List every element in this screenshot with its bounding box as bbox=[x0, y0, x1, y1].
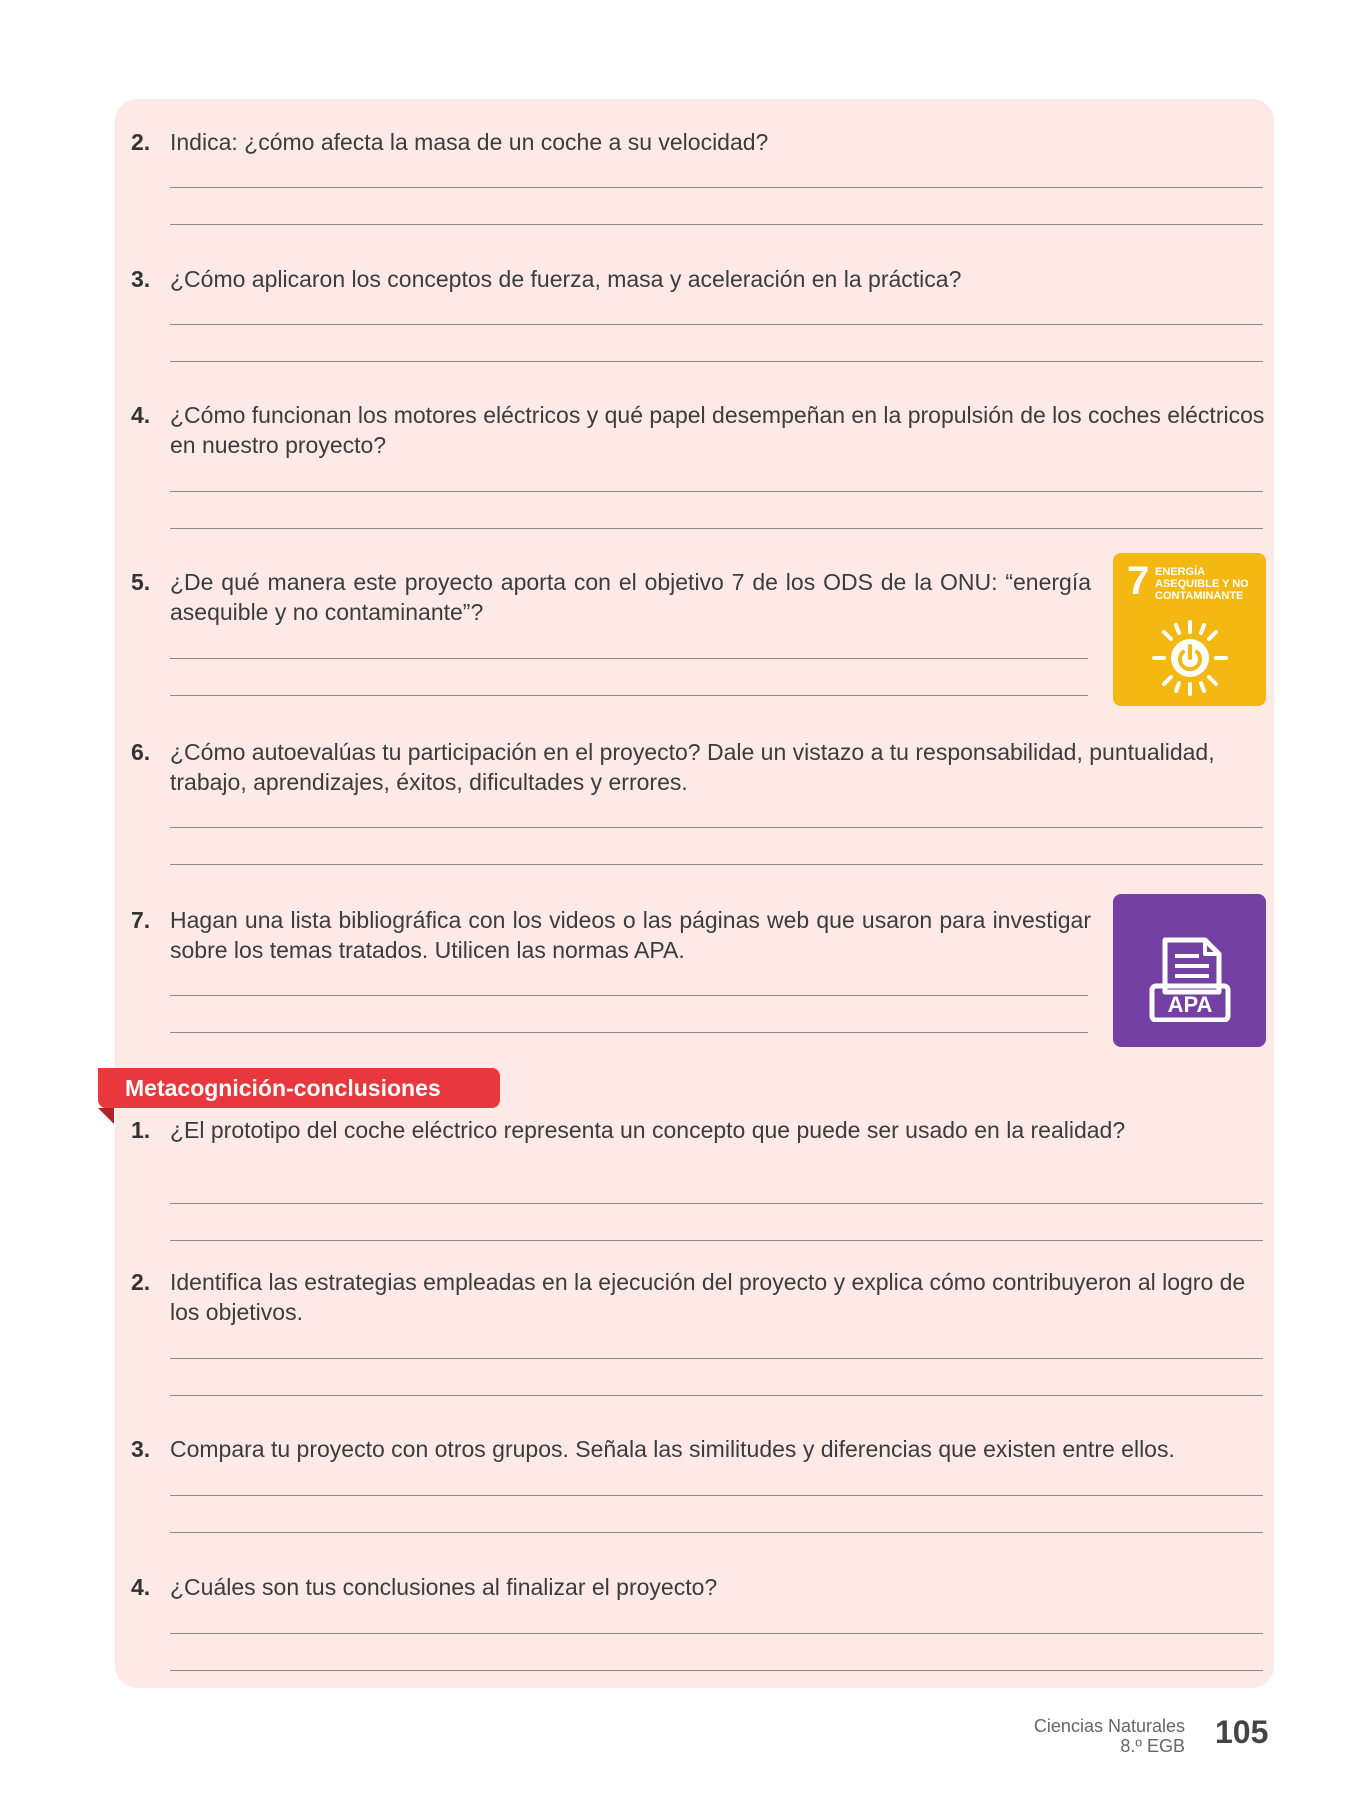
footer-subject: Ciencias Naturales bbox=[1033, 1716, 1185, 1736]
answer-line[interactable] bbox=[170, 658, 1088, 659]
page-footer bbox=[1034, 1716, 1185, 1756]
sun-power-icon bbox=[1150, 618, 1230, 698]
question-text: Compara tu proyecto con otros grupos. Señala las similitudes y diferencias que existen entre ellos. bbox=[170, 1436, 1175, 1462]
question-number: 6. bbox=[131, 739, 151, 765]
apa-label: APA bbox=[1167, 992, 1213, 1017]
conclusion-question-1 bbox=[131, 1115, 1266, 1145]
answer-line[interactable] bbox=[170, 1032, 1088, 1033]
question-5 bbox=[131, 567, 1091, 627]
question-text: ¿Cuáles son tus conclusiones al finalizar el proyecto? bbox=[170, 1574, 718, 1600]
sdg-title: ENERGÍA ASEQUIBLE Y NO CONTAMINANTE bbox=[1155, 566, 1249, 602]
answer-line[interactable] bbox=[170, 1203, 1263, 1204]
question-text: Hagan una lista bibliográfica con los videos o las páginas web que usaron para investigar sobre los temas tratados. Utilicen las normas APA. bbox=[170, 907, 1091, 963]
question-text: ¿Cómo aplicaron los conceptos de fuerza, masa y aceleración en la práctica? bbox=[170, 266, 962, 292]
answer-line[interactable] bbox=[170, 324, 1263, 325]
answer-line[interactable] bbox=[170, 864, 1263, 865]
question-number: 4. bbox=[131, 1574, 151, 1600]
answer-line[interactable] bbox=[170, 827, 1263, 828]
answer-line[interactable] bbox=[170, 187, 1263, 188]
question-3 bbox=[131, 264, 1266, 294]
question-text: ¿Cómo funcionan los motores eléctricos y qué papel desempeñan en la propulsión de los coches eléctricos en nuestro proyecto? bbox=[170, 402, 1265, 458]
answer-line[interactable] bbox=[170, 528, 1263, 529]
question-2 bbox=[131, 127, 1266, 157]
question-text: Identifica las estrategias empleadas en la ejecución del proyecto y explica cómo contribuyeron al logro de los objetivos. bbox=[170, 1269, 1246, 1325]
question-number: 1. bbox=[131, 1117, 151, 1143]
answer-line[interactable] bbox=[170, 995, 1088, 996]
answer-line[interactable] bbox=[170, 1395, 1263, 1396]
section-tab-fold bbox=[98, 1108, 114, 1124]
apa-badge bbox=[1113, 894, 1266, 1047]
question-number: 7. bbox=[131, 907, 151, 933]
answer-line[interactable] bbox=[170, 224, 1263, 225]
question-number: 4. bbox=[131, 402, 151, 428]
conclusion-question-3 bbox=[131, 1434, 1266, 1464]
question-number: 3. bbox=[131, 1436, 151, 1462]
answer-line[interactable] bbox=[170, 491, 1263, 492]
question-6 bbox=[131, 737, 1266, 797]
answer-line[interactable] bbox=[170, 1670, 1263, 1671]
question-number: 5. bbox=[131, 569, 151, 595]
answer-line[interactable] bbox=[170, 1633, 1263, 1634]
answer-line[interactable] bbox=[170, 1358, 1263, 1359]
answer-line[interactable] bbox=[170, 1532, 1263, 1533]
question-7 bbox=[131, 905, 1091, 965]
conclusion-question-4 bbox=[131, 1572, 1266, 1602]
answer-line[interactable] bbox=[170, 1240, 1263, 1241]
answer-line[interactable] bbox=[170, 695, 1088, 696]
section-title: Metacognición-conclusiones bbox=[98, 1068, 500, 1108]
footer-grade: 8.º EGB bbox=[1120, 1736, 1185, 1756]
question-text: ¿Cómo autoevalúas tu participación en el proyecto? Dale un vistazo a tu responsabilidad, puntualidad, trabajo, aprendizajes, éxitos, dificultades y errores. bbox=[170, 739, 1215, 795]
sdg-number: 7 bbox=[1127, 559, 1150, 603]
sdg-7-badge bbox=[1113, 553, 1266, 706]
question-text: Indica: ¿cómo afecta la masa de un coche a su velocidad? bbox=[170, 129, 769, 155]
question-text: ¿El prototipo del coche eléctrico representa un concepto que puede ser usado en la realidad? bbox=[170, 1117, 1126, 1143]
question-number: 2. bbox=[131, 129, 151, 155]
question-4 bbox=[131, 400, 1266, 460]
question-text: ¿De qué manera este proyecto aporta con el objetivo 7 de los ODS de la ONU: “energía asequible y no contaminante”? bbox=[170, 569, 1091, 625]
page-number: 105 bbox=[1215, 1714, 1269, 1750]
conclusion-question-2 bbox=[131, 1267, 1266, 1327]
question-number: 3. bbox=[131, 266, 151, 292]
answer-line[interactable] bbox=[170, 361, 1263, 362]
answer-line[interactable] bbox=[170, 1495, 1263, 1496]
question-number: 2. bbox=[131, 1269, 151, 1295]
